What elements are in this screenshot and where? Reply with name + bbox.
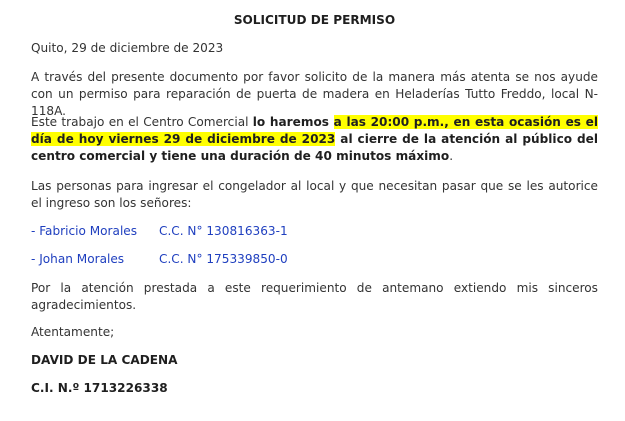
paragraph-schedule	[31, 114, 598, 165]
person-name: - Johan Morales	[31, 252, 125, 266]
schedule-intro: Este trabajo en el Centro Comercial	[31, 115, 253, 129]
signer-name: DAVID DE LA CADENA	[31, 353, 178, 367]
paragraph-request: A través del presente documento por favor solicito de la manera más atenta se nos ayude con un permiso para reparación de puerta de madera en Heladerías Tutto Freddo, local N-118A.	[31, 70, 598, 118]
schedule-highlight: a las 20:00 p.m., en esta ocasión es el día de hoy viernes 29 de diciembre de 2023	[31, 115, 598, 146]
signer-id: C.I. N.º 1713226338	[31, 381, 168, 395]
schedule-period: .	[449, 149, 454, 163]
person-entry	[31, 251, 288, 268]
paragraph-thanks: Por la atención prestada a este requerimiento de antemano extiendo mis sinceros agradecimientos.	[31, 281, 598, 312]
schedule-bold-tail: al cierre de la atención al público del centro comercial y tiene una duración de 40 minutos máximo	[31, 132, 599, 163]
person-entry	[31, 223, 288, 240]
person-id: C.C. N° 175339850-0	[159, 252, 288, 266]
date-line: Quito, 29 de diciembre de 2023	[31, 41, 224, 55]
document-title: SOLICITUD DE PERMISO	[233, 13, 396, 27]
person-name: - Fabricio Morales	[31, 224, 138, 238]
paragraph-persons-intro: Las personas para ingresar el congelador al local y que necesitan pasar que se les autorice el ingreso son los señores:	[31, 179, 598, 210]
person-id: C.C. N° 130816363-1	[159, 224, 288, 238]
schedule-bold-lead: lo haremos	[252, 115, 334, 129]
closing-line: Atentamente;	[31, 325, 115, 339]
